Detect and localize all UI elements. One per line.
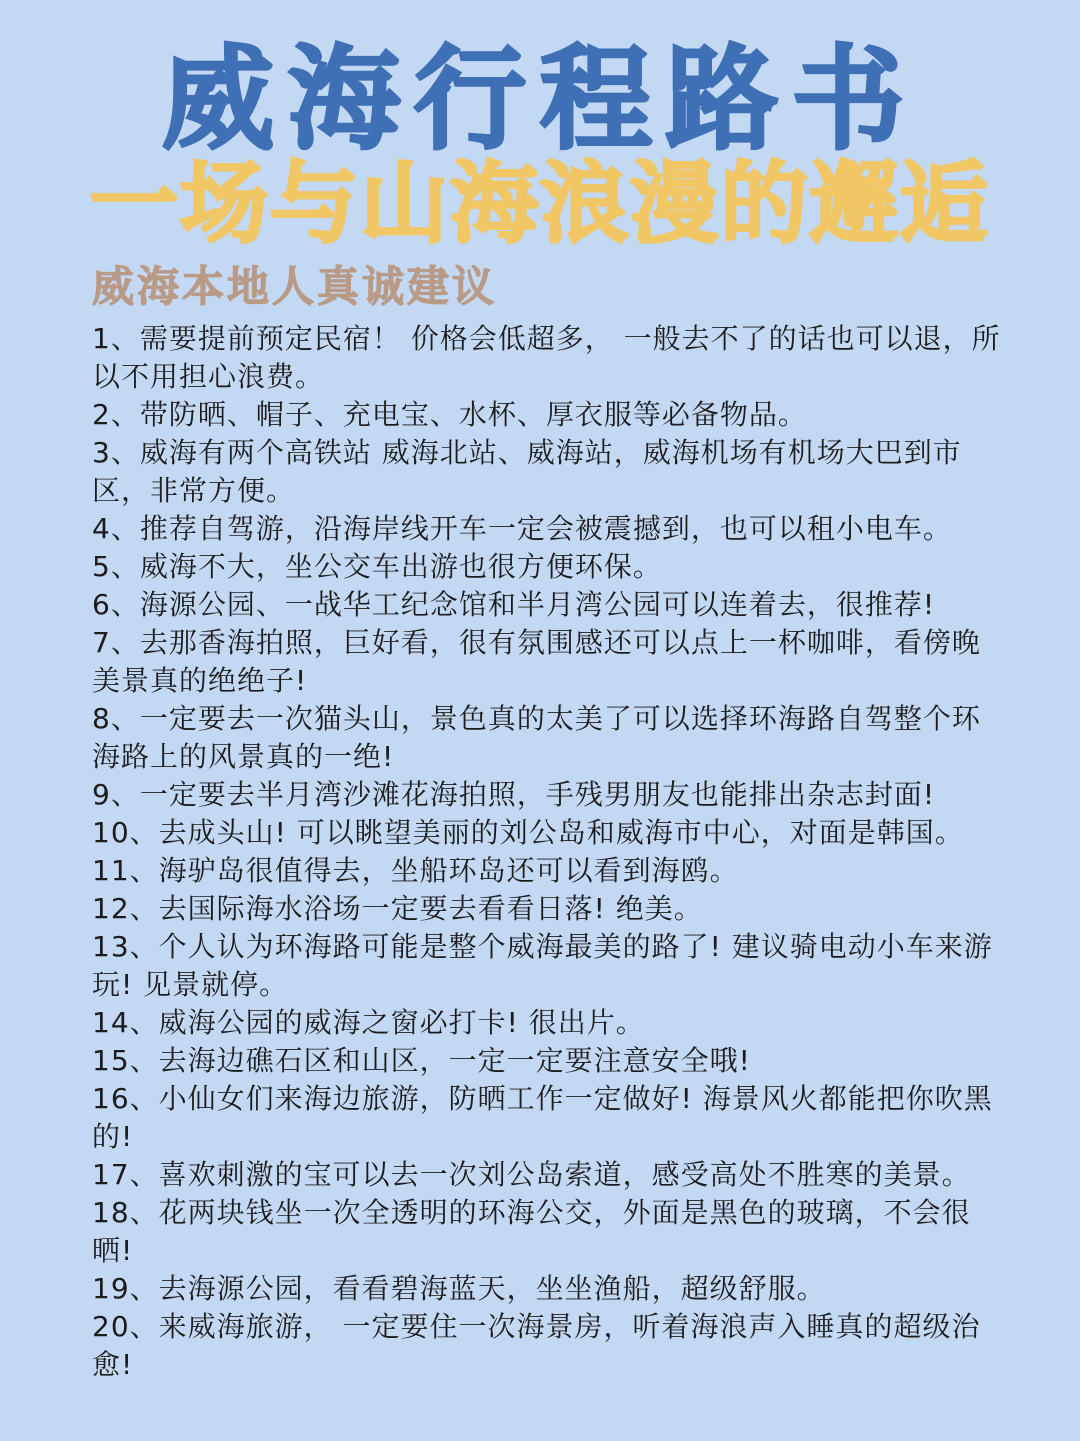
tip-item-2: 2、带防晒、帽子、充电宝、水杯、厚衣服等必备物品。: [92, 398, 807, 431]
tip-item-13: 13、个人认为环海路可能是整个威海最美的路了! 建议骑电动小车来游玩! 见景就停。: [92, 930, 993, 1001]
page-title: 威海行程路书: [162, 35, 918, 165]
tip-item-19: 19、去海源公园，看看碧海蓝天，坐坐渔船，超级舒服。: [92, 1272, 826, 1305]
tip-item-16: 16、小仙女们来海边旅游，防晒工作一定做好! 海景风火都能把你吹黑的!: [92, 1082, 993, 1153]
tip-item-6: 6、海源公园、一战华工纪念馆和半月湾公园可以连着去，很推荐!: [92, 588, 936, 621]
tip-item-12: 12、去国际海水浴场一定要去看看日落! 绝美。: [92, 892, 703, 925]
tip-item-8: 8、一定要去一次猫头山，景色真的太美了可以选择环海路自驾整个环海路上的风景真的一绝!: [92, 702, 981, 773]
tip-item-11: 11、海驴岛很值得去，坐船环岛还可以看到海鸥。: [92, 854, 739, 887]
tip-item-14: 14、威海公园的威海之窗必打卡! 很出片。: [92, 1006, 645, 1039]
page-subtitle: 一场与山海浪漫的邂逅: [89, 152, 990, 255]
tip-item-9: 9、一定要去半月湾沙滩花海拍照，手残男朋友也能排出杂志封面!: [92, 778, 936, 811]
tip-item-1: 1、需要提前预定民宿！ 价格会低超多， 一般去不了的话也可以退，所以不用担心浪费。: [92, 322, 1001, 393]
tip-item-5: 5、威海不大，坐公交车出游也很方便环保。: [92, 550, 662, 583]
tip-item-3: 3、威海有两个高铁站 威海北站、威海站，威海机场有机场大巴到市区，非常方便。: [92, 436, 962, 507]
tip-item-4: 4、推荐自驾游，沿海岸线开车一定会被震撼到，也可以租小电车。: [92, 512, 952, 545]
tip-item-7: 7、去那香海拍照，巨好看，很有氛围感还可以点上一杯咖啡，看傍晚美景真的绝绝子!: [92, 626, 981, 697]
tip-item-18: 18、花两块钱坐一次全透明的环海公交，外面是黑色的玻璃，不会很晒!: [92, 1196, 971, 1267]
tip-item-20: 20、来威海旅游， 一定要住一次海景房，听着海浪声入睡真的超级治愈!: [92, 1310, 981, 1381]
tip-item-15: 15、去海边礁石区和山区，一定一定要注意安全哦!: [92, 1044, 751, 1077]
section-heading: 威海本地人真诚建议: [92, 262, 498, 311]
tip-item-10: 10、去成头山! 可以眺望美丽的刘公岛和威海市中心，对面是韩国。: [92, 816, 964, 849]
tip-item-17: 17、喜欢刺激的宝可以去一次刘公岛索道，感受高处不胜寒的美景。: [92, 1158, 971, 1191]
tips-list: [92, 320, 1002, 1384]
